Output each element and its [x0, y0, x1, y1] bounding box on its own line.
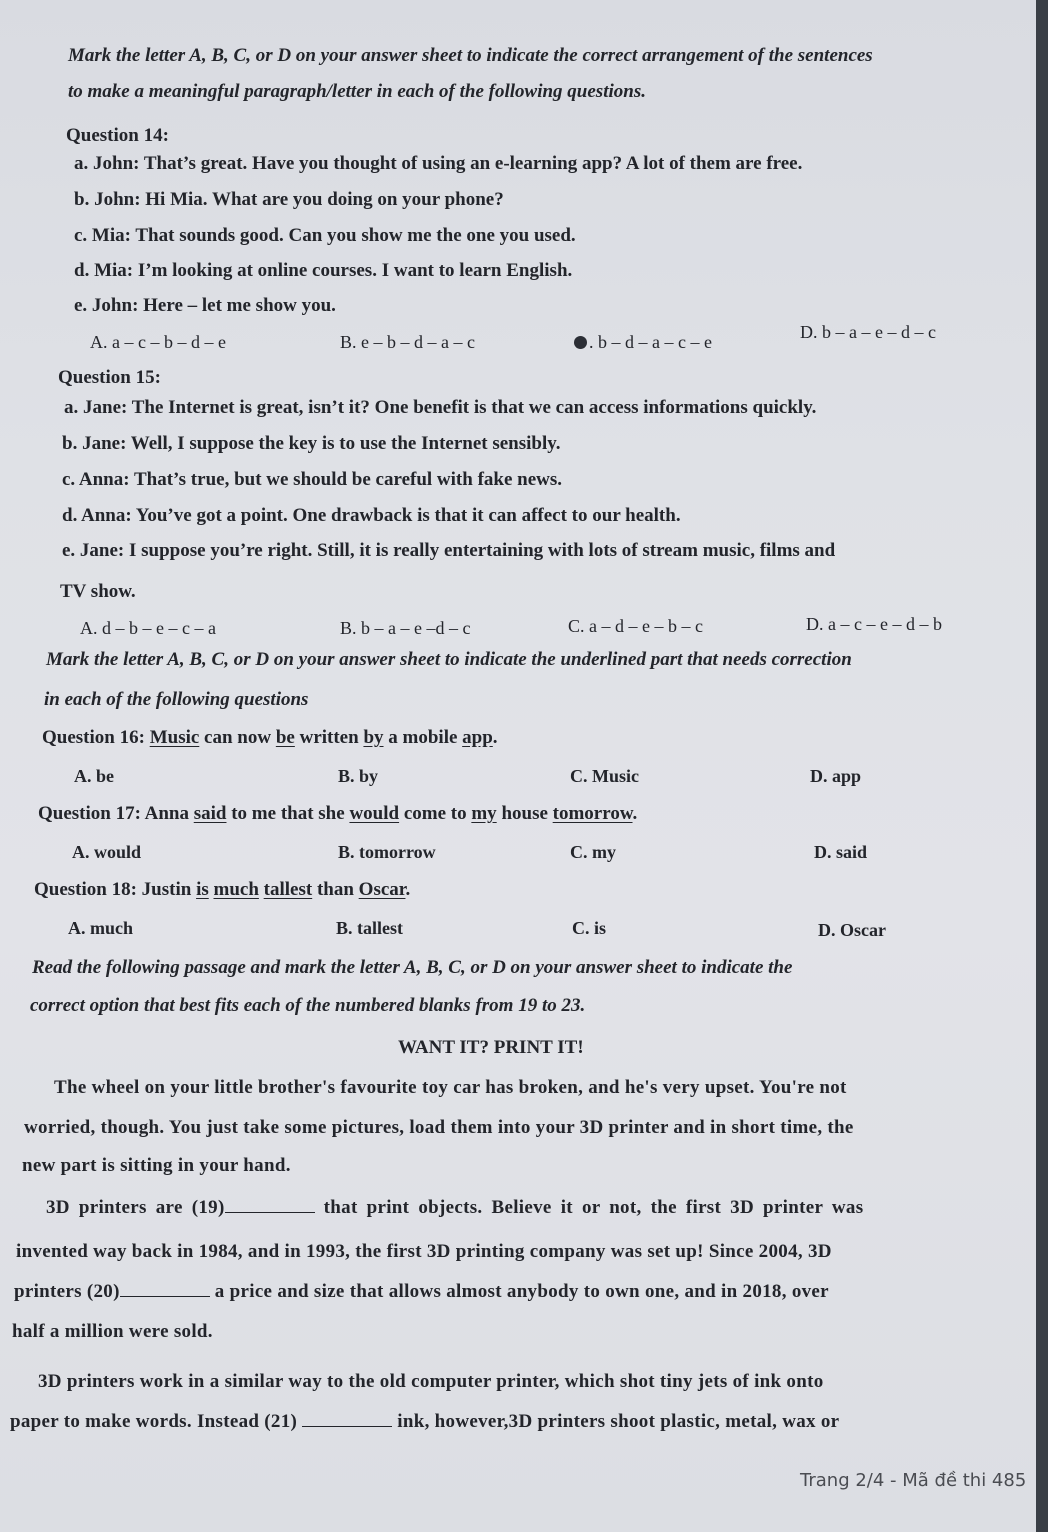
q16-text-1: can now	[199, 727, 276, 748]
blank-19[interactable]	[225, 1198, 315, 1213]
q15-option-d[interactable]: D. a – c – e – d – b	[806, 614, 942, 634]
q16-option-a[interactable]: A. be	[74, 766, 114, 786]
reading-instruction-line2: correct option that best fits each of the numbered blanks from 19 to 23.	[30, 995, 586, 1016]
q14-sentence-e: e. John: Here – let me show you.	[74, 295, 336, 316]
passage-p2-line3-start: printers (20)	[14, 1281, 120, 1302]
q14-option-c[interactable]	[574, 330, 712, 354]
q16-prefix: Question 16:	[42, 727, 150, 748]
q15-sentence-d: d. Anna: You’ve got a point. One drawback is that it can affect to our health.	[62, 505, 681, 526]
passage-p3-line2-start: paper to make words. Instead (21)	[10, 1411, 303, 1432]
q16-underlined-1: Music	[149, 727, 200, 748]
q16-option-b[interactable]: B. by	[338, 766, 379, 786]
q16-text-4: .	[492, 727, 498, 748]
q14-sentence-a: a. John: That’s great. Have you thought of using an e-learning app? A lot of them are free.	[74, 153, 803, 174]
arrangement-instruction-line2: to make a meaningful paragraph/letter in each of the following questions.	[68, 81, 646, 102]
q18-underlined-4: Oscar	[358, 879, 406, 900]
q18-sentence	[34, 878, 410, 902]
q15-option-a[interactable]: A. d – b – e – c – a	[80, 618, 216, 638]
q14-sentence-b: b. John: Hi Mia. What are you doing on your phone?	[74, 189, 504, 210]
q14-option-a[interactable]: A. a – c – b – d – e	[90, 332, 226, 352]
passage-p1-line3: new part is sitting in your hand.	[22, 1155, 291, 1176]
passage-p2-line2: invented way back in 1984, and in 1993, the first 3D printing company was set up! Since 2004, 3D	[16, 1241, 832, 1262]
q14-sentence-c: c. Mia: That sounds good. Can you show me the one you used.	[74, 225, 576, 246]
q18-text-4: .	[405, 879, 411, 900]
q17-option-b[interactable]: B. tomorrow	[338, 842, 436, 862]
q16-sentence	[42, 726, 498, 750]
q17-underlined-2: would	[349, 803, 400, 824]
q17-option-c[interactable]: C. my	[570, 842, 616, 862]
q17-option-a[interactable]: A. would	[72, 842, 142, 862]
q17-option-d[interactable]: D. said	[814, 842, 868, 862]
arrangement-instruction-line1: Mark the letter A, B, C, or D on your answer sheet to indicate the correct arrangement of the sentences	[68, 45, 873, 66]
q14-title: Question 14:	[66, 125, 169, 146]
q14-sentence-d: d. Mia: I’m looking at online courses. I want to learn English.	[74, 260, 573, 281]
correction-instruction-line1: Mark the letter A, B, C, or D on your answer sheet to indicate the underlined part that needs correction	[46, 649, 852, 670]
q15-sentence-c: c. Anna: That’s true, but we should be careful with fake news.	[62, 469, 563, 490]
q15-sentence-a: a. Jane: The Internet is great, isn’t it? One benefit is that we can access informations quickly.	[64, 397, 817, 418]
q15-sentence-e-line1: e. Jane: I suppose you’re right. Still, it is really entertaining with lots of stream music, films and	[62, 540, 836, 561]
q18-option-c[interactable]: C. is	[572, 918, 607, 938]
q18-option-b[interactable]: B. tallest	[336, 918, 403, 938]
correction-instruction-line2: in each of the following questions	[44, 689, 309, 710]
q16-text-2: written	[294, 727, 364, 748]
passage-p3-line1: 3D printers work in a similar way to the old computer printer, which shot tiny jets of ink onto	[38, 1371, 824, 1392]
q18-underlined-1: is	[196, 879, 209, 900]
passage-p3-line2	[10, 1410, 839, 1434]
q18-underlined-2: much	[213, 879, 259, 900]
blank-21[interactable]	[302, 1412, 392, 1427]
q16-underlined-4: app	[462, 727, 493, 748]
q16-option-c[interactable]: C. Music	[570, 766, 639, 786]
q16-underlined-2: be	[275, 727, 295, 748]
q18-option-a[interactable]: A. much	[68, 918, 134, 938]
passage-p1-line1: The wheel on your little brother's favourite toy car has broken, and he's very upset. You're not	[54, 1077, 847, 1098]
q15-title: Question 15:	[58, 367, 161, 388]
q16-option-d[interactable]: D. app	[810, 766, 862, 786]
q17-sentence	[38, 802, 637, 826]
page-footer: Trang 2/4 - Mã đề thi 485	[800, 1470, 1027, 1491]
q18-prefix: Question 18: Justin	[34, 879, 197, 900]
q14-option-c-text: . b – d – a – c – e	[589, 332, 712, 352]
q17-prefix: Question 17: Anna	[38, 803, 194, 824]
reading-instruction-line1: Read the following passage and mark the letter A, B, C, or D on your answer sheet to indicate the	[32, 957, 793, 978]
q14-option-b[interactable]: B. e – b – d – a – c	[340, 332, 475, 352]
passage-p2-line3	[14, 1280, 829, 1304]
passage-p2-line1-end: that print objects. Believe it or not, the first 3D printer was	[314, 1197, 864, 1218]
passage-p2-line3-end: a price and size that allows almost anybody to own one, and in 2018, over	[209, 1281, 829, 1302]
passage-p1-line2: worried, though. You just take some pictures, load them into your 3D printer and in short time, the	[24, 1117, 854, 1138]
passage-p2-line1-start: 3D printers are (19)	[46, 1197, 225, 1218]
q15-option-b[interactable]: B. b – a – e –d – c	[340, 618, 471, 638]
q15-sentence-e-line2: TV show.	[60, 581, 136, 602]
q17-text-3: house	[496, 803, 553, 824]
q17-underlined-4: tomorrow	[552, 803, 633, 824]
q14-option-d[interactable]: D. b – a – e – d – c	[800, 322, 936, 342]
q17-underlined-1: said	[193, 803, 227, 824]
q17-text-2: come to	[399, 803, 472, 824]
q16-underlined-3: by	[363, 727, 384, 748]
passage-p3-line2-end: ink, however,3D printers shoot plastic, metal, wax or	[392, 1411, 840, 1432]
blank-20[interactable]	[120, 1282, 210, 1297]
q17-text-1: to me that she	[226, 803, 350, 824]
q17-text-4: .	[632, 803, 638, 824]
q18-underlined-3: tallest	[263, 879, 313, 900]
q18-text-3: than	[312, 879, 359, 900]
q15-sentence-b: b. Jane: Well, I suppose the key is to use the Internet sensibly.	[62, 433, 561, 454]
q15-option-c[interactable]: C. a – d – e – b – c	[568, 616, 703, 636]
selected-answer-mark-icon	[574, 336, 587, 349]
passage-p2-line1	[46, 1196, 863, 1220]
q17-underlined-3: my	[471, 803, 497, 824]
q16-text-3: a mobile	[383, 727, 463, 748]
passage-p2-line4: half a million were sold.	[12, 1321, 213, 1342]
q18-option-d[interactable]: D. Oscar	[818, 920, 886, 940]
passage-title: WANT IT? PRINT IT!	[398, 1037, 584, 1058]
